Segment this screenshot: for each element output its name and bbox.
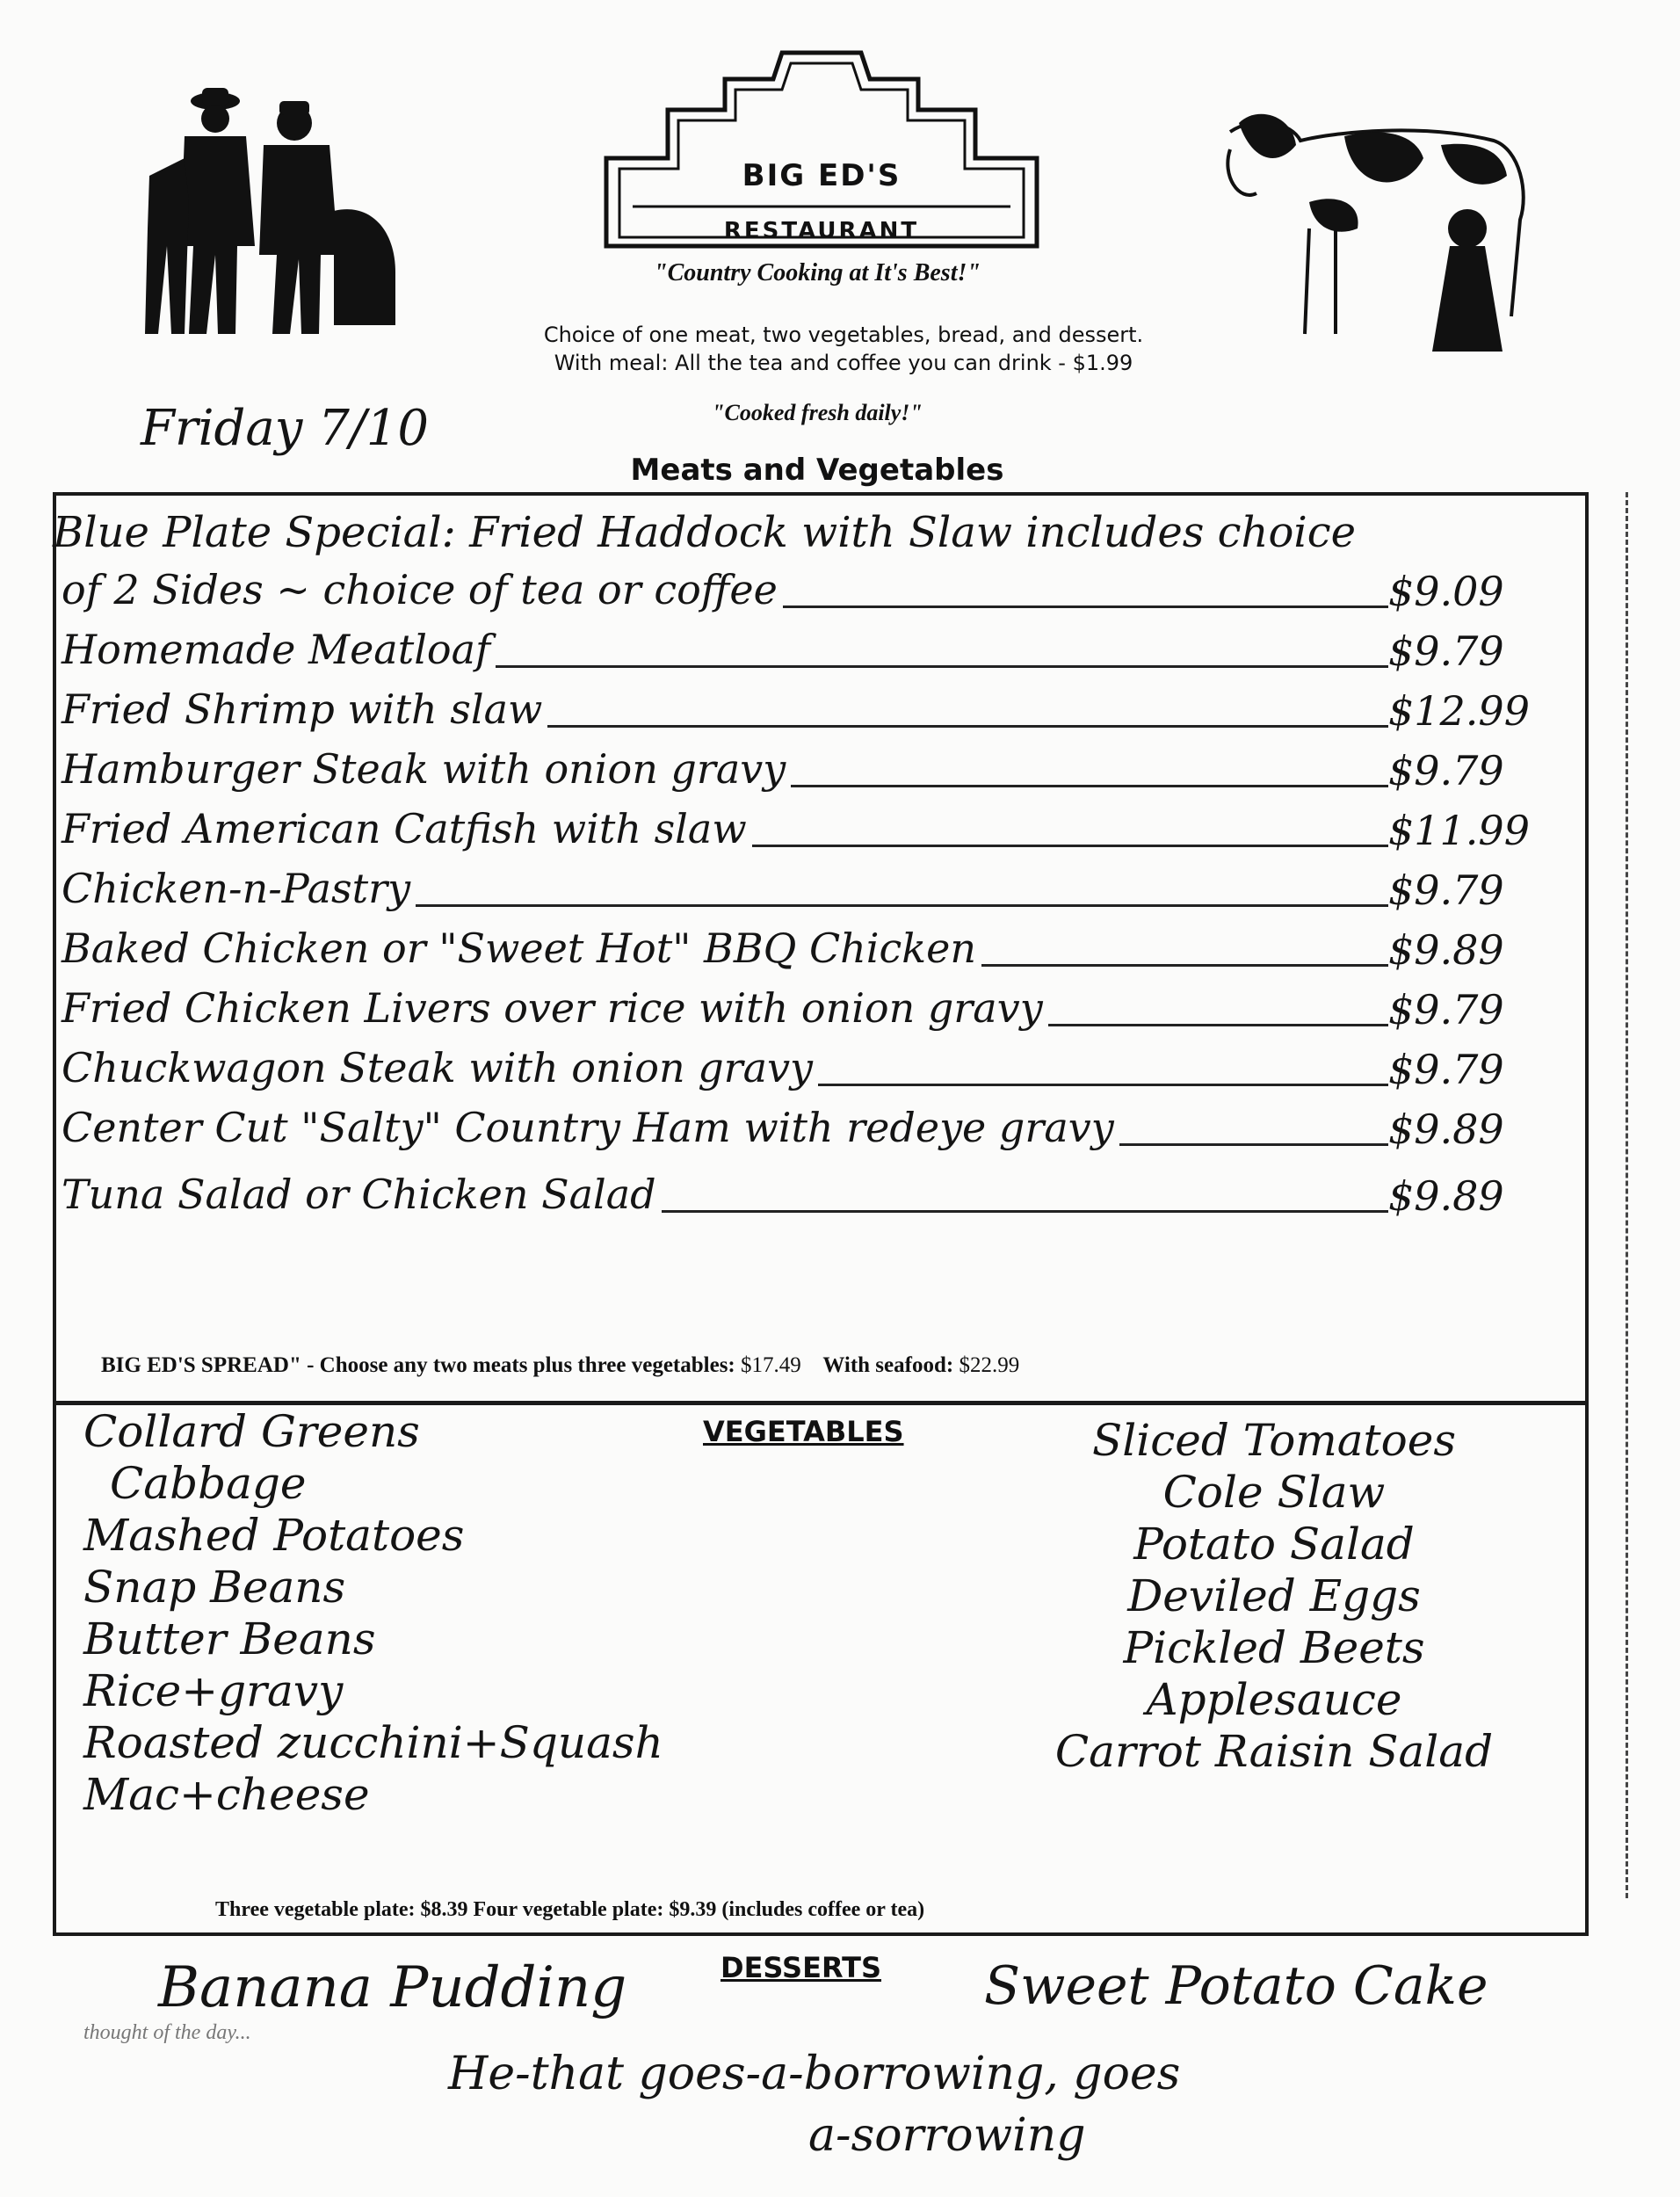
vegetable-item: Roasted zucchini+Squash xyxy=(83,1717,663,1768)
vegetables-title: VEGETABLES xyxy=(703,1415,904,1448)
spread-price: $17.49 xyxy=(741,1353,801,1377)
vegetable-item: Sliced Tomatoes xyxy=(1092,1415,1456,1466)
meat-item-name: Fried Shrimp with slaw xyxy=(62,685,547,733)
meat-item-name: Chicken-n-Pastry xyxy=(62,865,416,912)
tagline: "Country Cooking at It's Best!" xyxy=(654,259,981,286)
thought-of-the-day-label: thought of the day... xyxy=(83,2021,251,2044)
spread-label: BIG ED'S SPREAD" - Choose any two meats plus three vegetables: xyxy=(101,1353,735,1377)
blue-plate-special-line: Blue Plate Special: Fried Haddock with Slaw includes choice xyxy=(53,508,1356,557)
cooked-fresh-note: "Cooked fresh daily!" xyxy=(712,400,923,425)
meat-item-price: $11.99 xyxy=(1388,807,1530,854)
vegetable-item: Mac+cheese xyxy=(83,1769,370,1820)
perforation-edge xyxy=(1626,492,1628,1898)
meat-item-price: $9.79 xyxy=(1388,986,1504,1033)
desserts-title: DESSERTS xyxy=(721,1951,882,1984)
meat-item xyxy=(62,923,1555,979)
vegetable-item: Collard Greens xyxy=(83,1406,420,1457)
meat-item-name: Homemade Meatloaf xyxy=(62,626,496,673)
meat-item-price: $9.89 xyxy=(1388,1172,1504,1220)
choice-line-2: With meal: All the tea and coffee you can drink - $1.99 xyxy=(554,351,1133,375)
vegetable-item: Cabbage xyxy=(110,1458,307,1509)
meat-item-price: $12.99 xyxy=(1388,687,1530,735)
vegetable-item: Butter Beans xyxy=(83,1613,376,1664)
menu-date: Friday 7/10 xyxy=(141,400,429,457)
meat-item xyxy=(62,1042,1555,1098)
meat-item-price: $9.09 xyxy=(1388,568,1504,615)
meat-item-name: Fried Chicken Livers over rice with onion gravy xyxy=(62,984,1048,1032)
meat-item-price: $9.89 xyxy=(1388,1106,1504,1153)
meat-item-price: $9.79 xyxy=(1388,866,1504,914)
meat-item-name: Chuckwagon Steak with onion gravy xyxy=(62,1044,818,1091)
vegetables-right-list xyxy=(1028,1415,1520,1778)
meat-item-name: Baked Chicken or "Sweet Hot" BBQ Chicken xyxy=(62,924,981,972)
meat-item-name: Hamburger Steak with onion gravy xyxy=(62,745,791,793)
restaurant-name: BIG ED'S xyxy=(742,158,902,193)
vegetable-item: Applesauce xyxy=(1146,1674,1402,1725)
meat-item-name: of 2 Sides ~ choice of tea or coffee xyxy=(62,566,783,613)
meat-item xyxy=(62,863,1555,919)
meat-item xyxy=(62,564,1555,620)
vegetable-plate-prices: Three vegetable plate: $8.39 Four vegetable plate: $9.39 (includes coffee or tea) xyxy=(215,1898,925,1921)
meat-item-price: $9.89 xyxy=(1388,926,1504,974)
dessert-item: Sweet Potato Cake xyxy=(984,1955,1488,2017)
vegetable-item: Cole Slaw xyxy=(1162,1467,1386,1518)
meat-item-name: Fried American Catfish with slaw xyxy=(62,805,752,852)
meat-item-name: Center Cut "Salty" Country Ham with redeye gravy xyxy=(62,1104,1119,1151)
meat-item-price: $9.79 xyxy=(1388,1046,1504,1093)
restaurant-word: RESTAURANT xyxy=(723,218,920,244)
restaurant-logo xyxy=(571,26,1072,255)
vegetables-left-list xyxy=(83,1406,663,1821)
spread-seafood-price: $22.99 xyxy=(959,1353,1020,1377)
vegetable-item: Rice+gravy xyxy=(83,1665,344,1716)
vegetable-item: Pickled Beets xyxy=(1123,1622,1425,1673)
meat-item xyxy=(62,684,1555,740)
meal-choice-info xyxy=(413,321,1274,377)
meat-item-price: $9.79 xyxy=(1388,747,1504,794)
vegetable-item: Potato Salad xyxy=(1133,1519,1415,1570)
meat-item xyxy=(62,803,1555,859)
meat-item-price: $9.79 xyxy=(1388,627,1504,675)
vegetable-item: Mashed Potatoes xyxy=(83,1510,465,1561)
meat-item-name: Tuna Salad or Chicken Salad xyxy=(62,1171,662,1218)
meat-item xyxy=(62,1169,1555,1225)
meat-item xyxy=(62,1102,1555,1158)
meat-item xyxy=(62,743,1555,800)
farmers-silhouette-image xyxy=(132,70,431,334)
meat-item xyxy=(62,624,1555,680)
choice-line-1: Choice of one meat, two vegetables, bread, and dessert. xyxy=(543,323,1144,347)
thought-line-1: He-that goes-a-borrowing, goes xyxy=(448,2048,1181,2100)
big-eds-spread-line xyxy=(101,1353,1019,1378)
meat-item xyxy=(62,982,1555,1039)
meats-section-title: Meats and Vegetables xyxy=(630,453,1004,488)
spread-seafood-label: With seafood: xyxy=(822,1353,954,1377)
vegetable-item: Deviled Eggs xyxy=(1127,1570,1421,1621)
vegetable-item: Snap Beans xyxy=(83,1562,346,1613)
vegetable-item: Carrot Raisin Salad xyxy=(1054,1726,1494,1777)
thought-line-2: a-sorrowing xyxy=(808,2109,1086,2162)
dessert-item: Banana Pudding xyxy=(158,1955,627,2020)
